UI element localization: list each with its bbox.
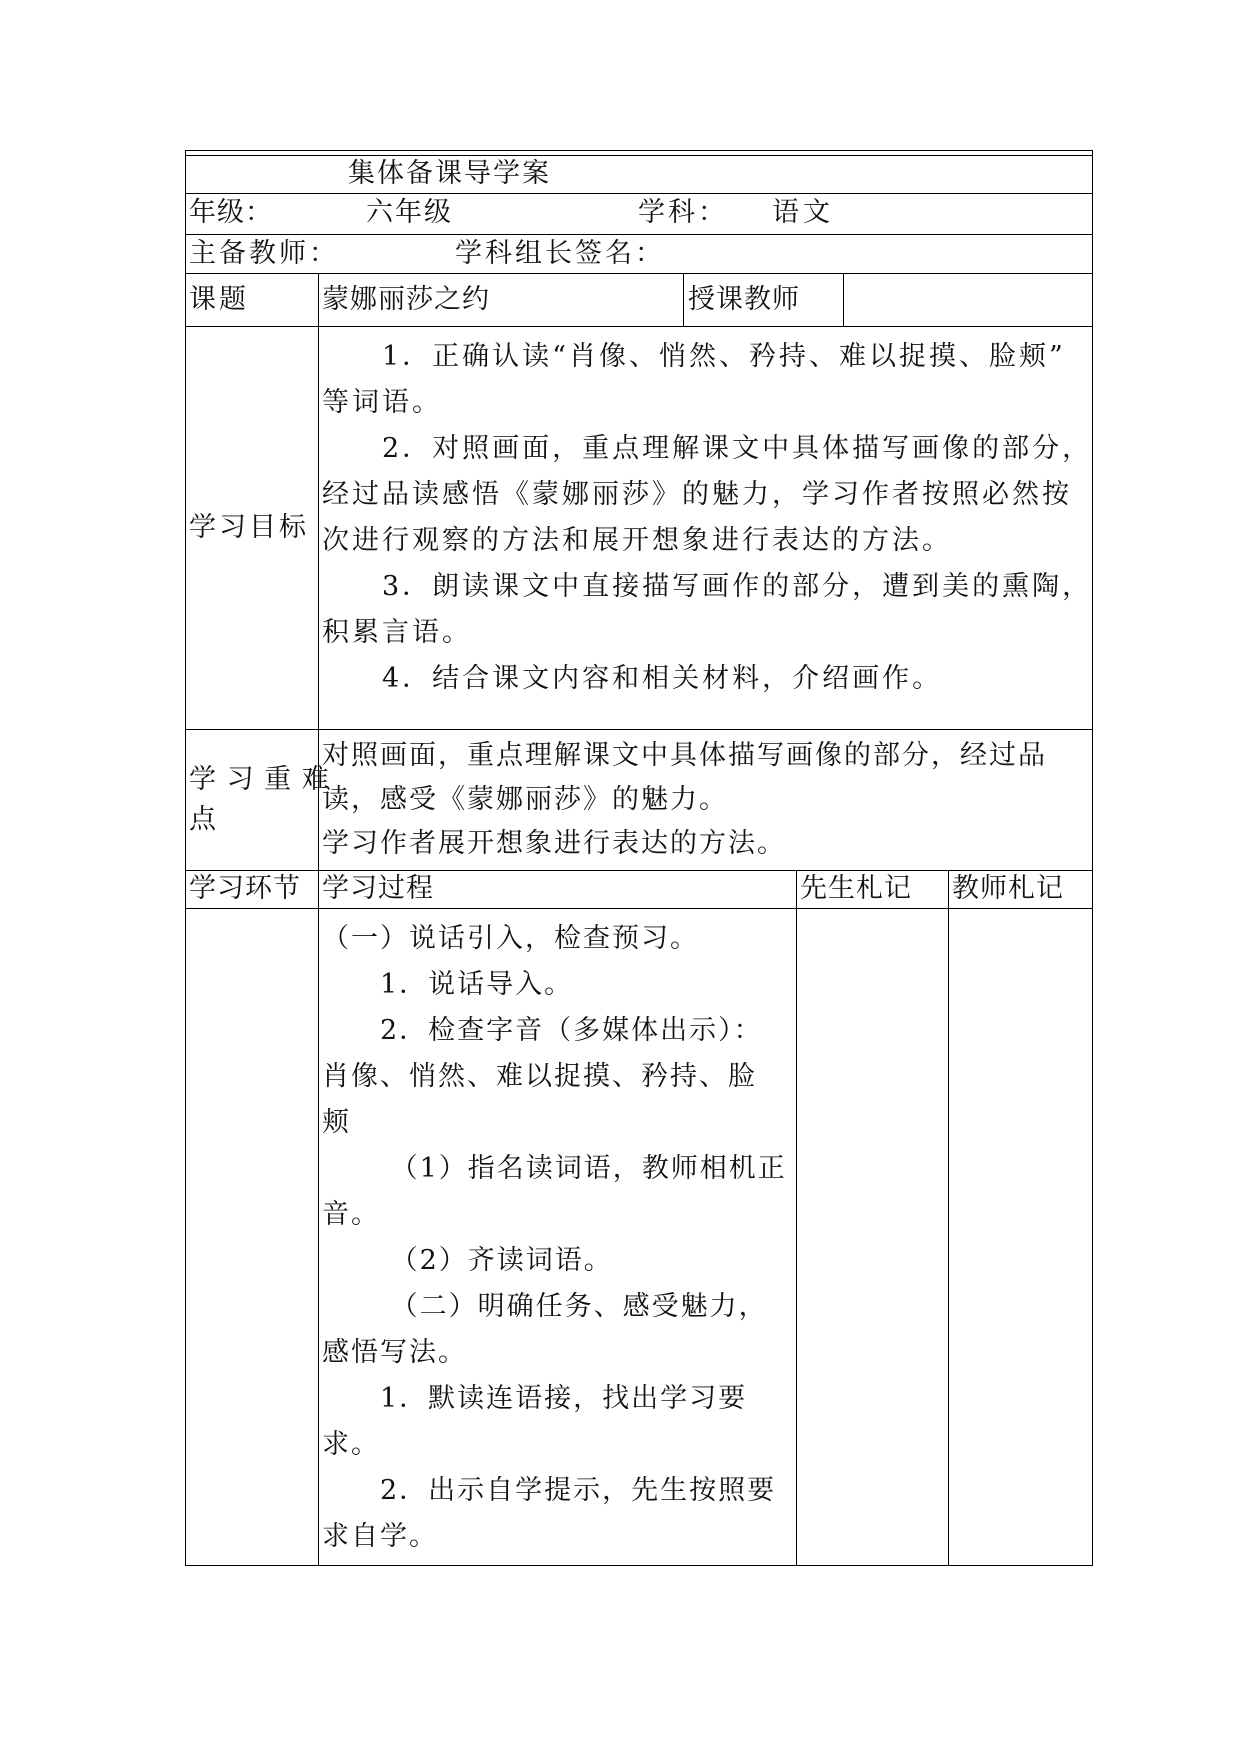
objective-line: 经过品读感悟《蒙娜丽莎》的魅力，学习作者按照必然按 <box>322 479 1072 510</box>
topic-label: 课题 <box>189 284 249 315</box>
table-rule <box>948 870 949 1566</box>
objective-line: 次进行观察的方法和展开想象进行表达的方法。 <box>322 525 952 556</box>
table-rule <box>185 870 1093 871</box>
lead-teacher-label: 主备教师： <box>189 238 339 269</box>
process-line: 颊 <box>322 1107 351 1138</box>
process-line: 1．说话导入。 <box>322 969 574 1000</box>
teacher-notes-column-header: 教师札记 <box>952 873 1064 904</box>
process-line: （一）说话引入，检查预习。 <box>322 923 699 954</box>
table-rule <box>683 273 684 326</box>
objective-line: 2．对照画面，重点理解课文中具体描写画像的部分， <box>322 433 1093 464</box>
objectives-label: 学习目标 <box>189 512 309 543</box>
table-rule <box>185 326 1093 327</box>
table-rule <box>185 193 1093 194</box>
student-notes-column-header: 先生札记 <box>800 873 912 904</box>
process-line: 求。 <box>322 1429 380 1460</box>
teacher-label: 授课教师 <box>688 284 800 315</box>
grade-label: 年级： <box>189 197 273 228</box>
grade-value: 六年级 <box>366 197 453 228</box>
key-point-line: 学习作者展开想象进行表达的方法。 <box>322 828 786 859</box>
objective-line: 积累言语。 <box>322 617 472 648</box>
topic-value: 蒙娜丽莎之约 <box>322 284 490 315</box>
process-line: 感悟写法。 <box>322 1337 467 1368</box>
table-rule <box>843 273 844 326</box>
group-leader-signature-label: 学科组长签名： <box>455 238 665 269</box>
process-column-header: 学习过程 <box>322 873 434 904</box>
objective-line: 1．正确认读“肖像、悄然、矜持、难以捉摸、脸颊” <box>322 341 1066 372</box>
key-point-line: 读，感受《蒙娜丽莎》的魅力。 <box>322 784 728 815</box>
objective-line: 3．朗读课文中直接描写画作的部分，遭到美的熏陶， <box>322 571 1093 602</box>
key-points-label-line1: 学 习 重 难 <box>189 764 330 795</box>
subject-value: 语文 <box>772 197 834 228</box>
table-rule <box>796 870 797 1566</box>
table-rule <box>318 273 319 1566</box>
process-line: （二）明确任务、感受魅力， <box>322 1291 768 1322</box>
process-line: （2）齐读词语。 <box>322 1245 613 1276</box>
process-line: 2．检查字音（多媒体出示）： <box>322 1015 763 1046</box>
process-line: 1．默读连语接，找出学习要 <box>322 1383 748 1414</box>
table-rule <box>185 234 1093 235</box>
process-line: 肖像、悄然、难以捉摸、矜持、脸 <box>322 1061 757 1092</box>
process-line: 求自学。 <box>322 1521 438 1552</box>
document-title: 集体备课导学案 <box>348 158 551 189</box>
table-rule <box>185 273 1093 274</box>
table-rule <box>185 729 1093 730</box>
process-line: 2．出示自学提示，先生按照要 <box>322 1475 777 1506</box>
stage-column-header: 学习环节 <box>189 873 301 904</box>
process-text <box>322 916 787 1560</box>
table-rule <box>185 908 1093 909</box>
subject-label: 学科： <box>638 197 728 228</box>
objectives-text <box>322 334 1092 702</box>
key-points-text <box>322 734 1047 866</box>
process-line: 音。 <box>322 1199 380 1230</box>
key-point-line: 对照画面，重点理解课文中具体描写画像的部分，经过品 <box>322 740 1047 771</box>
key-points-label-line2: 点 <box>189 804 217 835</box>
objective-line: 等词语。 <box>322 387 442 418</box>
objective-line: 4．结合课文内容和相关材料，介绍画作。 <box>322 663 943 694</box>
table-rule <box>185 155 1093 156</box>
process-line: （1）指名读词语，教师相机正 <box>322 1153 787 1184</box>
